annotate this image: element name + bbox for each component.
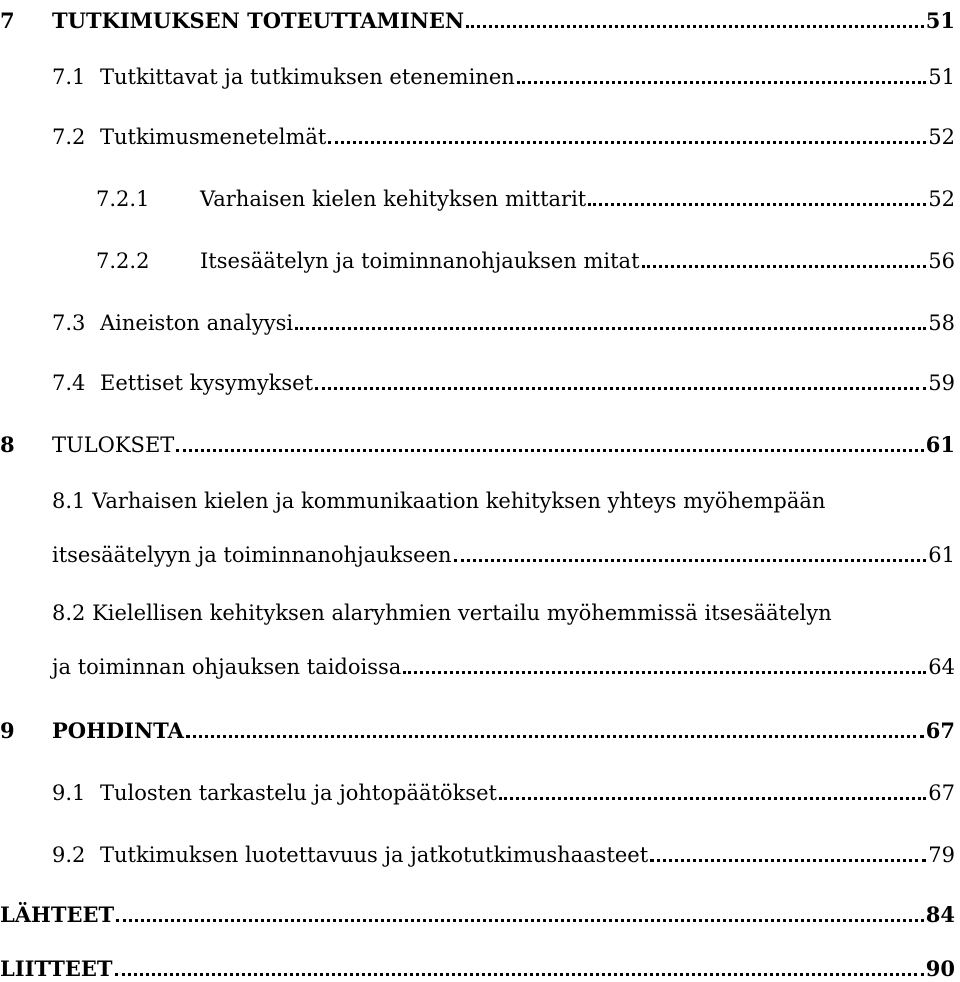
page-number: 79	[928, 843, 955, 867]
section-title: LÄHTEET	[0, 902, 115, 927]
section-title: Aineiston analyysi	[100, 311, 294, 335]
toc-entry-9-2[interactable]	[0, 834, 955, 868]
page-number: 51	[925, 8, 955, 33]
dot-leader	[499, 797, 926, 800]
dot-leader	[115, 973, 924, 976]
section-number: 9.2	[52, 843, 86, 867]
toc-entry-9[interactable]	[0, 710, 955, 744]
toc-entry-lahteet[interactable]	[0, 894, 955, 928]
toc-entry-7[interactable]	[0, 0, 955, 34]
toc-entry-8-1-line2[interactable]	[0, 534, 955, 568]
page-number: 58	[928, 311, 955, 335]
section-title: LIITTEET	[0, 956, 113, 981]
page-number: 56	[928, 249, 955, 273]
dot-leader	[454, 559, 927, 562]
section-title-continued: ja toiminnan ohjauksen taidoissa	[52, 655, 402, 679]
dot-leader	[650, 859, 926, 862]
section-number: 8.2	[52, 601, 86, 625]
page-number: 64	[928, 655, 955, 679]
section-number: 7.2.1	[96, 187, 150, 211]
section-number: 9	[0, 718, 15, 743]
toc-entry-8-2-line2[interactable]	[0, 646, 955, 680]
dot-leader	[186, 735, 924, 738]
section-number: 7.4	[52, 371, 86, 395]
dot-leader	[642, 265, 927, 268]
section-number: 7.3	[52, 311, 86, 335]
dot-leader	[116, 919, 924, 922]
section-title: TULOKSET	[52, 433, 175, 457]
dot-leader	[517, 81, 926, 84]
toc-entry-7-3[interactable]	[0, 302, 955, 336]
section-number: 9.1	[52, 781, 86, 805]
section-title: Itsesäätelyn ja toiminnanohjauksen mitat	[200, 249, 640, 273]
section-title: Kielellisen kehityksen alaryhmien vertailu myöhemmissä itsesäätelyn	[92, 601, 832, 625]
toc-entry-7-4[interactable]	[0, 362, 955, 396]
section-title: Varhaisen kielen kehityksen mittarit	[200, 187, 587, 211]
toc-entry-7-2-1[interactable]	[0, 178, 955, 212]
section-number: 7	[0, 8, 15, 33]
section-title: POHDINTA	[52, 718, 184, 743]
page-number: 59	[928, 371, 955, 395]
dot-leader	[466, 25, 924, 28]
toc-entry-8-2-line1[interactable]	[0, 600, 955, 626]
section-title: Varhaisen kielen ja kommunikaation kehityksen yhteys myöhempään	[92, 489, 826, 513]
dot-leader	[315, 387, 926, 390]
section-number: 8	[0, 432, 15, 457]
section-title: Eettiset kysymykset	[100, 371, 314, 395]
toc-entry-liitteet[interactable]	[0, 948, 955, 982]
page-number: 84	[925, 902, 955, 927]
section-title: TUTKIMUKSEN TOTEUTTAMINEN	[52, 8, 465, 33]
toc-entry-7-2[interactable]	[0, 116, 955, 150]
dot-leader	[176, 449, 923, 452]
toc-entry-8[interactable]	[0, 424, 955, 458]
page-number: 52	[928, 125, 955, 149]
section-title: Tutkittavat ja tutkimuksen eteneminen	[100, 65, 515, 89]
dot-leader	[328, 141, 926, 144]
page-number: 90	[925, 956, 955, 981]
page-number: 61	[928, 543, 955, 567]
page-number: 51	[928, 65, 955, 89]
page-number: 52	[928, 187, 955, 211]
section-number: 8.1	[52, 489, 86, 513]
section-number: 7.2	[52, 125, 86, 149]
page-number: 67	[925, 718, 955, 743]
toc-entry-7-1[interactable]	[0, 56, 955, 90]
section-title: Tutkimuksen luotettavuus ja jatkotutkimushaasteet	[100, 843, 649, 867]
dot-leader	[295, 327, 926, 330]
page-number: 61	[925, 432, 955, 457]
toc-entry-7-2-2[interactable]	[0, 240, 955, 274]
section-number: 7.2.2	[96, 249, 150, 273]
section-title-continued: itsesäätelyyn ja toiminnanohjaukseen	[52, 543, 452, 567]
section-title: Tulosten tarkastelu ja johtopäätökset	[100, 781, 497, 805]
dot-leader	[588, 203, 926, 206]
page-number: 67	[928, 781, 955, 805]
dot-leader	[403, 671, 926, 674]
toc-entry-8-1-line1[interactable]	[0, 488, 955, 514]
section-title: Tutkimusmenetelmät	[100, 125, 327, 149]
section-number: 7.1	[52, 65, 86, 89]
toc-entry-9-1[interactable]	[0, 772, 955, 806]
